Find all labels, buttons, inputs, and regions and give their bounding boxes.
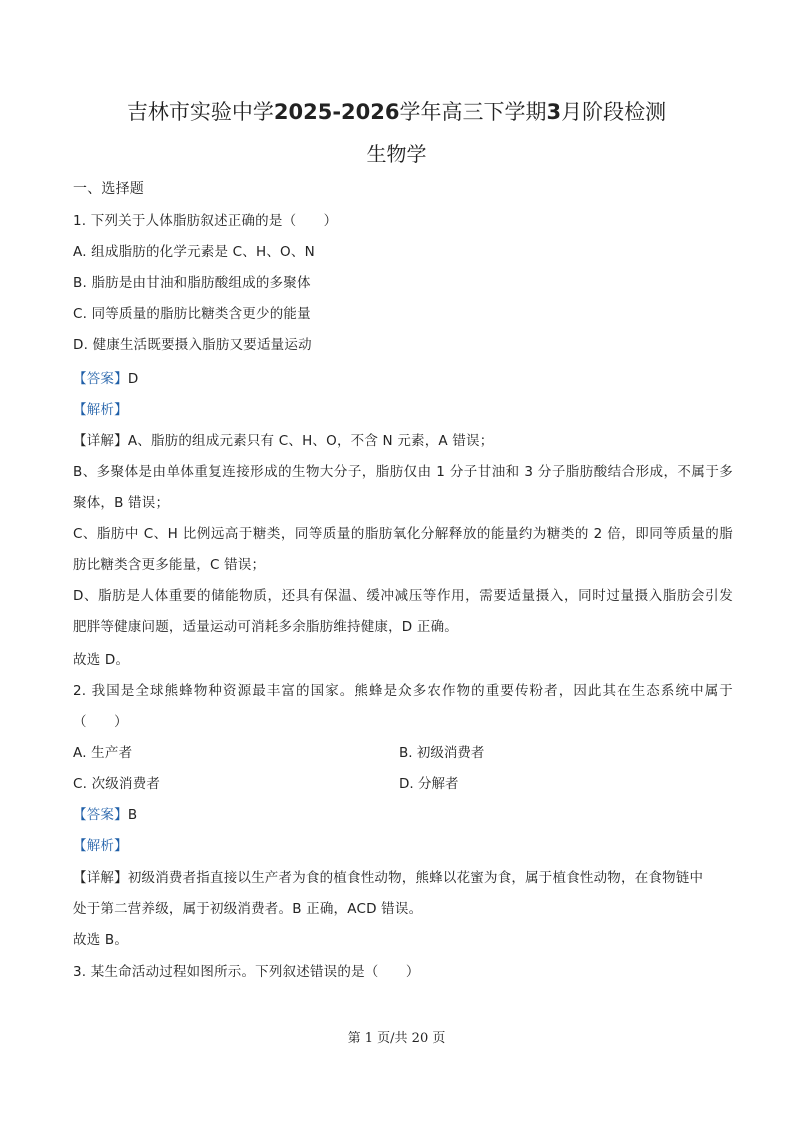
exam-name: 月阶段检测 <box>561 100 667 124</box>
question-1-option-d: D. 健康生活既要摄入脂肪又要适量运动 <box>73 337 312 353</box>
question-2-option-a: A. 生产者 <box>73 745 133 761</box>
detail-tag: 【详解】 <box>73 433 128 449</box>
page-footer: 第 1 页/共 20 页 <box>347 1031 446 1046</box>
section-heading: 一、选择题 <box>73 181 144 197</box>
question-2-stem: 2. 我国是全球熊蜂物种资源最丰富的国家。熊蜂是众多农作物的重要传粉者，因此其在生态系统中属于 <box>73 683 733 699</box>
question-2-conclusion: 故选 B。 <box>73 932 129 948</box>
answer-value: B <box>127 807 138 823</box>
term: 学年高三下学期 <box>399 100 547 124</box>
question-1-detail-line: C、脂肪中 C、H 比例远高于糖类，同等质量的脂肪氧化分解释放的能量约为糖类的 2 倍，即同等质量的脂 <box>73 526 733 542</box>
question-3-stem: 3. 某生命活动过程如图所示。下列叙述错误的是（ ） <box>73 964 420 980</box>
answer-tag: 【答案】 <box>73 371 128 387</box>
question-2-analysis-tag: 【解析】 <box>73 838 128 854</box>
question-2-detail-line: 处于第二营养级，属于初级消费者。B 正确，ACD 错误。 <box>73 901 423 917</box>
detail-text: 初级消费者指直接以生产者为食的植食性动物，熊蜂以花蜜为食，属于植食性动物，在食物链中 <box>127 870 704 886</box>
question-2-option-c: C. 次级消费者 <box>73 776 161 792</box>
question-1-option-a: A. 组成脂肪的化学元素是 C、H、O、N <box>73 244 315 260</box>
question-1-detail-line: 聚体，B 错误； <box>73 495 170 511</box>
subject-title: 生物学 <box>366 142 427 166</box>
answer-value: D <box>127 371 139 387</box>
question-1-detail-line <box>73 429 493 449</box>
question-1-stem: 1. 下列关于人体脂肪叙述正确的是（ ） <box>73 213 338 229</box>
month: 3 <box>546 100 562 124</box>
detail-tag: 【详解】 <box>73 870 128 886</box>
question-1-option-c: C. 同等质量的脂肪比糖类含更少的能量 <box>73 306 311 322</box>
question-1-detail-line: 肥胖等健康问题，适量运动可消耗多余脂肪维持健康，D 正确。 <box>73 619 458 635</box>
question-1-detail-line: D、脂肪是人体重要的储能物质，还具有保温、缓冲减压等作用，需要适量摄入，同时过量摄入脂肪会引发 <box>73 588 733 604</box>
question-1-detail-line: 肪比糖类含更多能量，C 错误； <box>73 557 266 573</box>
question-2-option-b: B. 初级消费者 <box>399 745 485 761</box>
detail-text: A、脂肪的组成元素只有 C、H、O，不含 N 元素，A 错误； <box>127 433 494 449</box>
question-2-detail-line <box>73 866 703 886</box>
school-name: 吉林市实验中学 <box>126 100 274 124</box>
answer-tag: 【答案】 <box>73 807 128 823</box>
question-1-detail-line: B、多聚体是由单体重复连接形成的生物大分子，脂肪仅由 1 分子甘油和 3 分子脂肪酸结合形成，不属于多 <box>73 464 733 480</box>
question-1-analysis-tag: 【解析】 <box>73 402 128 418</box>
question-1-answer <box>73 367 138 387</box>
question-2-answer <box>73 803 137 823</box>
question-1-conclusion: 故选 D。 <box>73 652 130 668</box>
question-1-option-b: B. 脂肪是由甘油和脂肪酸组成的多聚体 <box>73 275 311 291</box>
exam-title <box>0 96 793 126</box>
question-2-option-d: D. 分解者 <box>399 776 459 792</box>
question-2-stem-cont: （ ） <box>73 714 128 730</box>
school-year: 2025-2026 <box>273 100 400 124</box>
